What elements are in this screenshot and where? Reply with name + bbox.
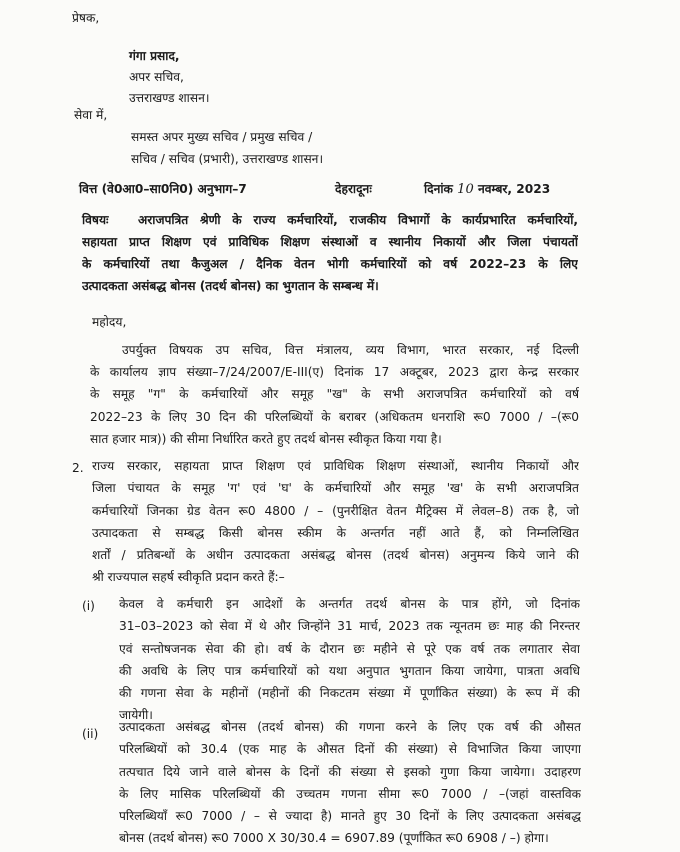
- paragraph-2: [92, 455, 579, 589]
- paragraph-line: शर्तों / प्रतिबन्धों के अधीन उत्पादकता असंबद्ध बोनस (तदर्थ बोनस) अनुमन्य किये जाने की: [92, 548, 579, 563]
- subject-line: उत्पादकता असंबद्ध बोनस (तदर्थ बोनस) का भुगतान के सम्बन्ध में।: [82, 279, 379, 293]
- paragraph-line: उपर्युक्त विषयक उप सचिव, वित्त मंत्रालय, व्यय विभाग, भारत सरकार, नई दिल्ली: [122, 343, 579, 357]
- item-i-number: (i): [82, 599, 95, 613]
- paragraph-line: 2022–23 के लिए 30 दिन की परिलब्धियों के बराबर (अधिकतम धनराशि रू0 7000 / –(रू0: [90, 409, 579, 424]
- item-line: उत्पादकता असंबद्ध बोनस (तदर्थ बोनस) की गणना करने के लिए एक वर्ष की औसत: [119, 720, 581, 734]
- item-line: की अवधि के लिए पात्र कर्मचारियों को यथा अनुपात भुगतान किया जायेगा, पात्रता अवधि: [119, 663, 580, 678]
- subject-line: के कर्मचारियों तथा कैजुअल / दैनिक वेतन भोगी कर्मचारियों को वर्ष 2022–23 के लिए: [82, 257, 578, 271]
- item-ii: [119, 716, 581, 850]
- item-line: परिलब्धियों को 30.4 (एक माह के औसत दिनों की संख्या) से विभाजित किया जाएगा: [119, 742, 581, 757]
- place: देहरादूनः: [335, 182, 372, 196]
- paragraph-line: श्री राज्यपाल सहर्ष स्वीकृति प्रदान करते हैं:–: [92, 570, 285, 585]
- sender-designation: अपर सचिव,: [129, 70, 184, 84]
- letter-date: [424, 180, 550, 199]
- paragraph-line: के समूह "ग" के कर्मचारियों और समूह "ख" के सभी अराजपत्रित कर्मचारियों को वर्ष: [90, 387, 579, 402]
- subject-line: सहायता प्राप्त शिक्षण एवं प्राविधिक शिक्षण संस्थाओं व स्थानीय निकायों और जिला पंचायतों: [82, 235, 578, 249]
- date-month-year: नवम्बर, 2023: [477, 182, 551, 196]
- sender-name: गंगा प्रसाद,: [129, 49, 180, 63]
- paragraph-line: जिला पंचायत के समूह 'ग' एवं 'घ' के कर्मचारियों और समूह 'ख' के सभी अराजपत्रित: [92, 481, 579, 496]
- item-line: एवं सन्तोषजनक सेवा की हो। वर्ष के दौरान छः महीने से पूरे एक वर्ष तक लगातार सेवा: [119, 641, 580, 656]
- date-prefix: दिनांक: [424, 182, 453, 196]
- subject-body: [82, 231, 578, 297]
- salutation: महोदय,: [92, 315, 127, 329]
- paragraph-line: उत्पादकता से सम्बद्ध किसी बोनस स्कीम के अन्तर्गत नहीं आते हैं, को निम्नलिखित: [92, 525, 579, 540]
- recipient-line-2: सचिव / सचिव (प्रभारी), उत्तराखण्ड शासन।: [131, 152, 324, 166]
- paragraph-line: के कार्यालय ज्ञाप संख्या–7/24/2007/E-III(ए) दिनांक 17 अक्टूबर, 2023 द्वारा केन्द्र सरकार: [90, 365, 579, 379]
- subject-label: विषयः: [82, 213, 109, 227]
- date-day: 10: [457, 182, 474, 197]
- item-line: परिलब्धियाँ रू0 7000 / – से ज्यादा है) मानते हुए 30 दिनों के लिए उत्पादकता असंबद्ध: [119, 809, 581, 824]
- subject-first-line: [138, 209, 578, 231]
- paragraph-line: सात हजार मात्र)) की सीमा निर्धारित करते हुए तदर्थ बोनस स्वीकृत किया गया है।: [90, 431, 442, 446]
- paragraph-1: [90, 361, 579, 450]
- item-line: की गणना सेवा के महीनों (महीनों की निकटतम संख्या में पूर्णांकित संख्या) के रूप में की: [119, 686, 580, 701]
- item-i: [119, 593, 580, 727]
- recipient-line-1: समस्त अपर मुख्य सचिव / प्रमुख सचिव /: [131, 130, 313, 144]
- paragraph-line: कर्मचारियों जिनका ग्रेड वेतन रू0 4800 / – (पुनरीक्षित वेतन मैट्रिक्स में लेवल–8) तक है, जो: [92, 503, 579, 518]
- item-line: के लिए मासिक परिलब्धियों की उच्चतम गणना सीमा रू0 7000 / –(जहां वास्तविक: [119, 786, 581, 801]
- section-reference: वित्त (वे0आ0–सा0नि0) अनुभाग–7: [79, 182, 247, 196]
- item-line: बोनस (तदर्थ बोनस) रू0 7000 X 30/30.4 = 6907.89 (पूर्णांकित रू0 6908 / –) होगा।: [119, 831, 549, 846]
- paragraph-line: राज्य सरकार, सहायता प्राप्त शिक्षण एवं प्राविधिक शिक्षण संस्थाओं, स्थानीय निकायों और: [92, 459, 579, 473]
- paragraph-1-first-line: [122, 339, 579, 361]
- recipient-label: सेवा में,: [74, 108, 108, 122]
- item-line: केवल वे कर्मचारी इन आदेशों के अन्तर्गत तदर्थ बोनस के पात्र होंगे, जो दिनांक: [119, 597, 580, 611]
- item-line: तत्पचात दिये जाने वाले बोनस के दिनों की संख्या से इसको गुणा किया जायेगा। उदाहरण: [119, 764, 581, 779]
- item-line: जायेगी।: [119, 708, 153, 723]
- paragraph-2-number: 2.: [72, 461, 84, 475]
- subject-line: अराजपत्रित श्रेणी के राज्य कर्मचारियों, राजकीय विभागों के कार्यप्रभारित कर्मचारियों,: [138, 213, 578, 227]
- sender-label: प्रेषक,: [72, 11, 100, 25]
- sender-department: उत्तराखण्ड शासन।: [129, 91, 210, 105]
- item-ii-number: (ii): [82, 727, 99, 741]
- item-line: 31–03–2023 को सेवा में थे और जिन्होंने 31 मार्च, 2023 तक न्यूनतम छः माह की निरन्तर: [119, 619, 580, 634]
